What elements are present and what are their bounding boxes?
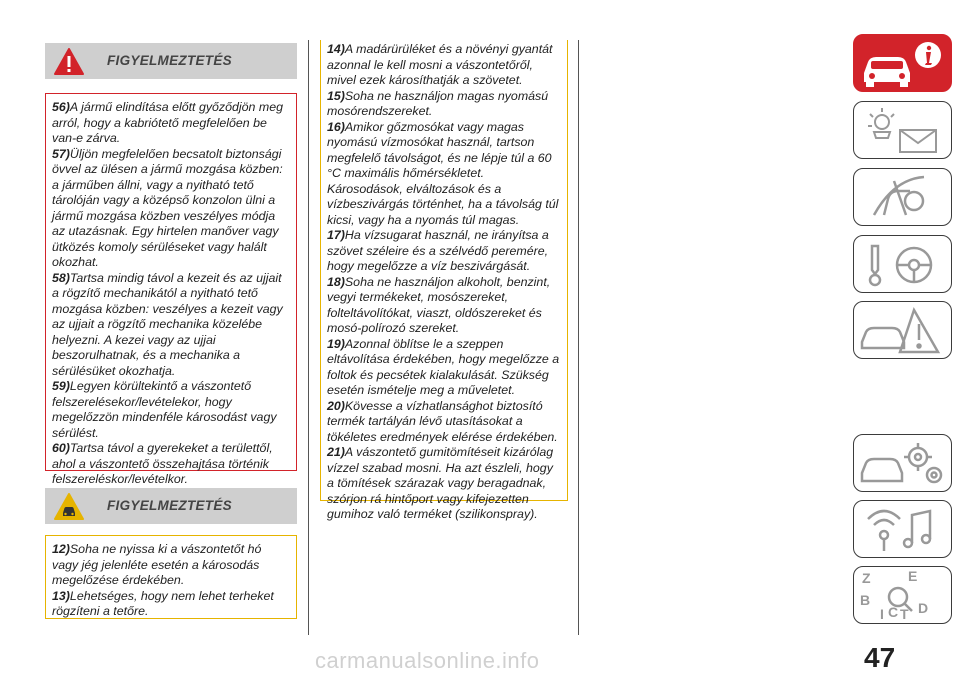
note-text: Üljön megfelelően becsatolt biztonsági övvel az ülésen a jármű mozgása közben: a járműben állni, vagy a nyitható tető tárolóján vagy a középső konzolon ülni a jármű mozgása közben veszélyes módja az utazásnak. Egy hirtelen manőver vagy ütközés komoly sérüléseket vagy halált okozhat. [52, 146, 283, 269]
note-text: Lehetséges, hogy nem lehet terheket rögzíteni a tetőre. [52, 588, 274, 618]
car-info-icon [854, 35, 952, 92]
note-item [52, 100, 291, 147]
note-text: Soha ne nyissa ki a vászontetőt hó vagy jég jelenléte esetén a károsodás megelőzése érdekében. [52, 542, 262, 587]
key-steering-wheel-icon [854, 236, 952, 293]
note-number: 18) [327, 274, 345, 289]
note-item [327, 445, 562, 523]
index-letter: D [918, 600, 929, 616]
note-item [327, 275, 562, 337]
note-number: 21) [327, 445, 345, 459]
warning-header [45, 43, 297, 79]
note-text: Tartsa távol a gyerekeket a területtől, ahol a vászontető összehajtása történik felszereléskor/levételkor. [52, 441, 273, 486]
note-text: Ha vízsugarat használ, ne irányítsa a szövet széleire és a szélvédő peremére, hogy megelőzze a víz beszivárgását. [327, 228, 549, 273]
note-number: 56) [52, 100, 70, 114]
note-text: Soha ne használjon alkoholt, benzint, vegyi termékeket, mosószereket, folteltávolítókat, viaszt, oldószereket és mosó-polírozó szereket. [327, 274, 551, 335]
index-letter: C [888, 604, 899, 620]
note-number: 14) [327, 42, 345, 56]
note-number: 20) [327, 398, 345, 413]
index-letter: I [880, 606, 884, 622]
note-item [52, 441, 291, 488]
note-number: 15) [327, 88, 345, 103]
maintenance-gears-icon [854, 435, 952, 492]
note-number: 57) [52, 146, 70, 161]
note-item [52, 589, 291, 620]
note-text: Tartsa mindig távol a kezeit és az ujjait a rögzítő mechanikától a nyitható tető mozgása közben: veszélyes a kezeit vagy az ujjait a rögzítő mechanika közelébe helyezni. A kezei vagy az ujjai beszorulhatnak, és a mechanika a sérülésüket okozhatja. [52, 270, 283, 378]
note-text: Legyen körültekintő a vászontető felszerelésekor/levételekor, hogy megelőzzön mindenféle károsodást vagy sérülést. [52, 379, 277, 440]
alphabetical-index-icon [854, 567, 952, 624]
note-item [327, 399, 562, 446]
red-warning-triangle-icon [53, 47, 85, 77]
note-text: Kövesse a vízhatlansághot biztosító termék tartályán lévő utasításokat a tökéletes eredmények elérése érdekében. [327, 398, 558, 444]
tab-multimedia[interactable] [853, 500, 952, 558]
notes-box-yellow [320, 40, 568, 521]
index-letter: E [908, 568, 918, 584]
column-divider-right [578, 40, 579, 635]
note-text: A vászontető gumitömítéseit kizárólag vízzel szabad mosni. Ha azt észleli, hogy a tömítések szárazak vagy beragadnak, szórjon rá hintőport vagy kifejezetten gumihoz való terméket (szilikonspray). [327, 445, 554, 521]
note-number: 12) [52, 542, 70, 556]
note-item [52, 147, 291, 271]
note-text: A madárürüléket és a növényi gyantát azonnal le kell mosni a vászontetőről, mivel ezek károsíthatják a szövetet. [327, 42, 553, 87]
index-letter: B [860, 592, 871, 608]
breakdown-triangle-icon [854, 302, 952, 359]
tab-safety[interactable] [853, 168, 952, 226]
note-text: A jármű elindítása előtt győződjön meg arról, hogy a kabriótető megfelelően be van-e zárva. [52, 100, 283, 145]
note-item [327, 337, 562, 399]
note-item [52, 379, 291, 441]
index-letter: Z [862, 570, 871, 586]
tab-warning-lights[interactable] [853, 101, 952, 159]
warning-lights-envelope-icon [854, 102, 952, 159]
watermark: carmanualsonline.info [315, 648, 540, 673]
column-divider-left [308, 40, 309, 635]
index-letter: T [900, 606, 909, 622]
note-item [327, 89, 562, 120]
warning-title: FIGYELMEZTETÉS [107, 53, 232, 68]
note-item [327, 120, 562, 229]
yellow-car-warning-triangle-icon [53, 492, 85, 522]
multimedia-antenna-icon [854, 501, 952, 558]
page-number: 47 [864, 642, 896, 673]
note-number: 13) [52, 588, 70, 603]
note-item [52, 542, 291, 589]
seat-airbag-icon [854, 169, 952, 226]
note-item [52, 271, 291, 380]
warning-box-yellow [45, 535, 297, 619]
tab-emergency[interactable] [853, 301, 952, 359]
note-number: 19) [327, 336, 345, 351]
note-number: 59) [52, 379, 70, 393]
note-item [327, 42, 562, 89]
tab-maintenance[interactable] [853, 434, 952, 492]
note-text: Soha ne használjon magas nyomású mosórendszereket. [327, 88, 549, 118]
note-text: Azonnal öblítse le a szeppen eltávolítása érdekében, hogy megelőzze a foltok és pecsétek kialakulását. Szükség esetén ismételje meg a műveletet. [327, 336, 560, 397]
note-item [327, 228, 562, 275]
tab-starting-driving[interactable] [853, 235, 952, 293]
warning-box-red [45, 93, 297, 486]
note-number: 60) [52, 441, 70, 455]
note-number: 17) [327, 228, 345, 242]
note-number: 58) [52, 270, 70, 285]
tab-index[interactable] [853, 566, 952, 624]
note-number: 16) [327, 119, 345, 134]
warning-title-2: FIGYELMEZTETÉS [107, 498, 232, 513]
tab-car-info[interactable] [853, 34, 952, 92]
note-text: Amikor gőzmosókat vagy magas nyomású vízmosókat használ, tartson megfelelő távolságot, és ne lépje túl a 60 °C maximális hőmérsékletet. Károsodások, elváltozások és a vízbeszivárgás történhet, ha a távolság túl kicsi, vagy ha a nyomás túl magas. [327, 119, 559, 227]
warning-header-2 [45, 488, 297, 524]
